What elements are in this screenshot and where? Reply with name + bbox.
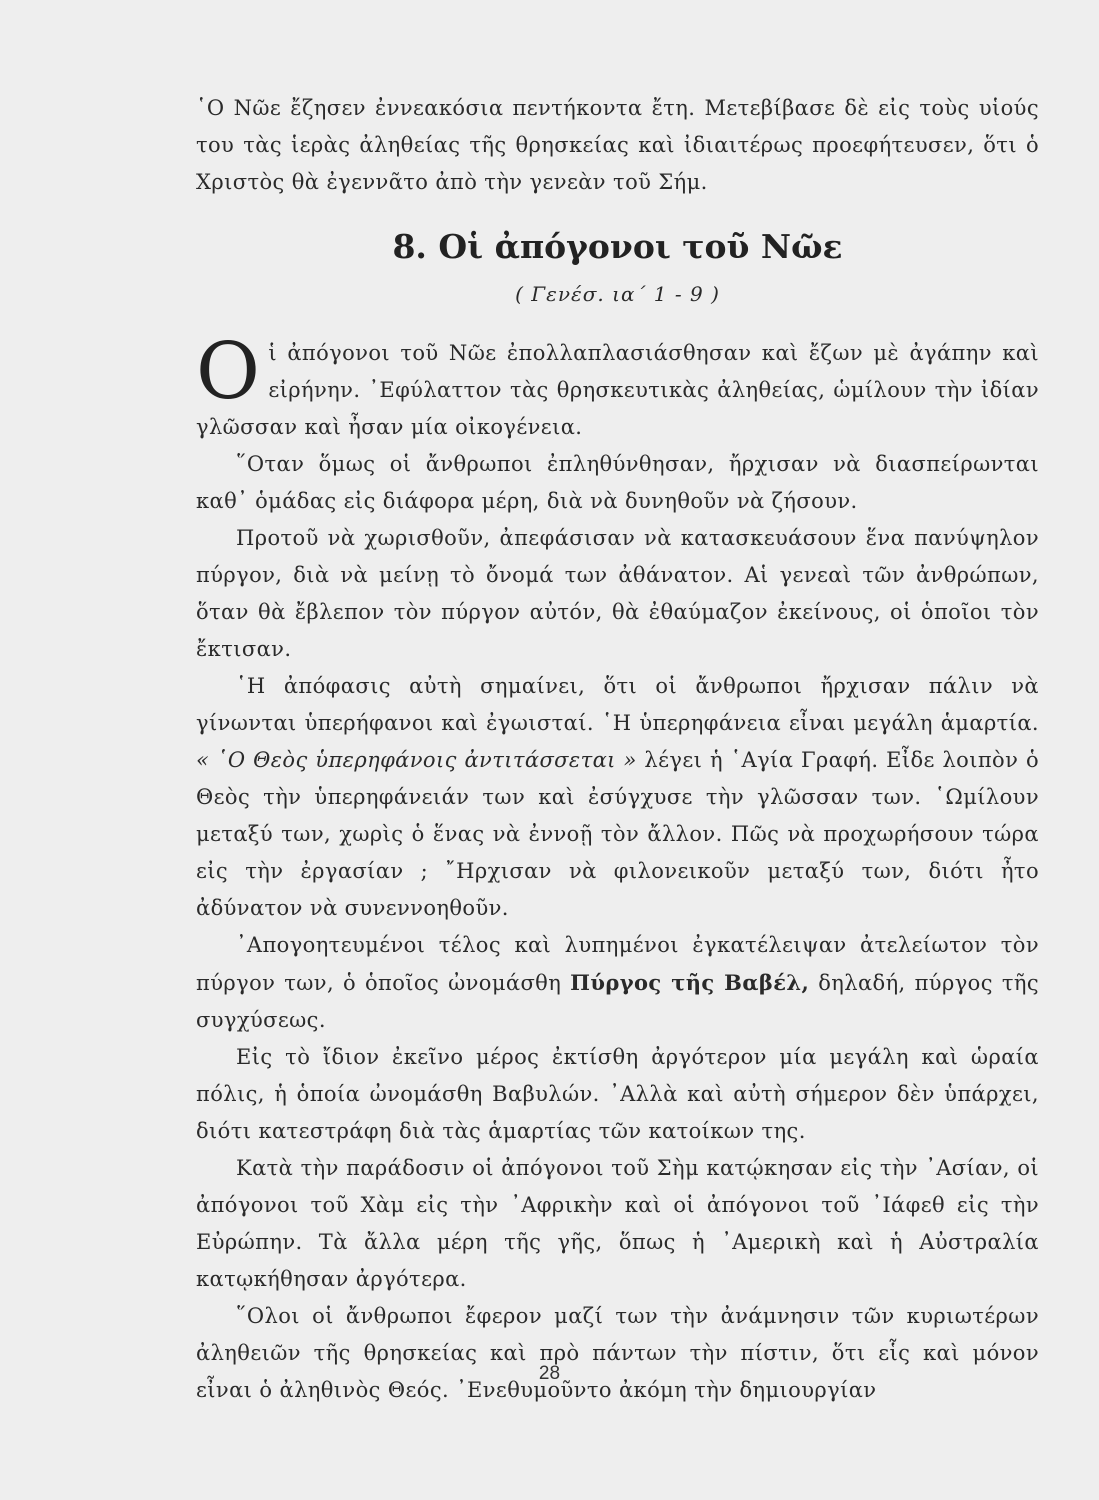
paragraph-2: ῞Οταν ὅμως οἱ ἄνθρωποι ἐπληθύνθησαν, ἤρχισαν νὰ διασπείρωνται καθ᾿ ὁμάδας εἰς διάφορα μέρη, διὰ νὰ δυνηθοῦν νὰ ζήσουν. bbox=[196, 452, 1039, 513]
body-text-block bbox=[196, 327, 1039, 1409]
paragraph-4-part-a: ῾Η ἀπόφασις αὐτὴ σημαίνει, ὅτι οἱ ἄνθρωποι ἤρχισαν πάλιν νὰ γίνωνται ὑπερήφανοι καὶ ἐγωισταί. ῾Η ὑπερηφάνεια εἶναι μεγάλη ἁμαρτία. bbox=[196, 674, 1039, 735]
paragraph-5-part-a: ᾿Απογοητευμένοι τέλος καὶ λυπημένοι ἐγκατέλειψαν ἀτελείωτον τὸν πύργον των, ὁ ὁποῖος ὠνομάσθη bbox=[196, 933, 1039, 995]
section-title: 8. Οἱ ἀπόγονοι τοῦ Νῶε bbox=[392, 227, 843, 266]
paragraph-7: Κατὰ τὴν παράδοσιν οἱ ἀπόγονοι τοῦ Σὴμ κατῴκησαν εἰς τὴν ᾿Ασίαν, οἱ ἀπόγονοι τοῦ Χὰμ εἰς τὴν ᾿Αφρικὴν καὶ οἱ ἀπόγονοι τοῦ ᾿Ιάφεθ εἰς τὴν Εὐρώπην. Τὰ ἄλλα μέρη τῆς γῆς, ὅπως ἡ ᾿Αμερικὴ καὶ ἡ Αὐστραλία κατῳκήθησαν ἀργότερα. bbox=[196, 1156, 1039, 1291]
drop-cap: Ο bbox=[196, 327, 261, 417]
section-reference: ( Γενέσ. ια΄ 1 - 9 ) bbox=[515, 282, 720, 306]
paragraph-1 bbox=[196, 327, 1039, 446]
paragraph-8: ῞Ολοι οἱ ἄνθρωποι ἔφερον μαζί των τὴν ἀνάμνησιν τῶν κυριωτέρων ἀληθειῶν τῆς θρησκείας καὶ πρὸ πάντων τὴν πίστιν, ὅτι εἷς καὶ μόνον εἶναι ὁ ἀληθινὸς Θεός. ᾿Ενεθυμοῦντο ἀκόμη τὴν δημιουργίαν bbox=[196, 1304, 1039, 1402]
intro-text-block bbox=[196, 90, 1039, 201]
intro-paragraph: ῾Ο Νῶε ἔζησεν ἐννεακόσια πεντήκοντα ἔτη. Μετεβίβασε δὲ εἰς τοὺς υἱούς του τὰς ἱερὰς ἀληθείας τῆς θρησκείας καὶ ἰδιαιτέρως προεφήτευσεν, ὅτι ὁ Χριστὸς θὰ ἐγεννᾶτο ἀπὸ τὴν γενεὰν τοῦ Σήμ. bbox=[196, 96, 1039, 194]
tower-of-babel-term: Πύργος τῆς Βαβέλ, bbox=[570, 970, 810, 995]
paragraph-1-text: ἱ ἀπόγονοι τοῦ Νῶε ἐπολλαπλασιάσθησαν καὶ ἔζων μὲ ἀγάπην καὶ εἰρήνην. ᾿Εφύλαττον τὰς θρησκευτικὰς ἀληθείας, ὡμίλουν τὴν ἰδίαν γλῶσσαν καὶ ἦσαν μία οἰκογένεια. bbox=[196, 341, 1039, 439]
section-heading-block bbox=[196, 225, 1039, 309]
paragraph-4 bbox=[196, 668, 1039, 927]
paragraph-4-part-b: λέγει ἡ ῾Αγία Γραφή. Εἶδε λοιπὸν ὁ Θεὸς τὴν ὑπερηφάνειάν των καὶ ἐσύγχυσε τὴν γλῶσσαν των. ῾Ωμίλουν μεταξύ των, χωρὶς ὁ ἕνας νὰ ἐννοῇ τὸν ἄλλον. Πῶς νὰ προχωρήσουν τώρα εἰς τὴν ἐργασίαν ; ῎Ηρχισαν νὰ φιλονεικοῦν μεταξύ των, διότι ἦτο ἀδύνατον νὰ συνεννοηθοῦν. bbox=[196, 748, 1039, 920]
page-number: 28 bbox=[538, 1363, 561, 1384]
paragraph-5 bbox=[196, 927, 1039, 1039]
scripture-quote: « ῾Ο Θεὸς ὑπερηφάνοις ἀντιτάσσεται » bbox=[196, 748, 637, 772]
paragraph-6: Εἰς τὸ ἴδιον ἐκεῖνο μέρος ἐκτίσθη ἀργότερον μία μεγάλη καὶ ὡραία πόλις, ἡ ὁποία ὠνομάσθη Βαβυλών. ᾿Αλλὰ καὶ αὐτὴ σήμερον δὲν ὑπάρχει, διότι κατεστράφη διὰ τὰς ἁμαρτίας τῶν κατοίκων της. bbox=[196, 1045, 1039, 1143]
paragraph-5-part-b: δηλαδή, πύργος τῆς συγχύσεως. bbox=[196, 971, 1039, 1032]
paragraph-3: Προτοῦ νὰ χωρισθοῦν, ἀπεφάσισαν νὰ κατασκευάσουν ἕνα πανύψηλον πύργον, διὰ νὰ μείνῃ τὸ ὄνομά των ἀθάνατον. Αἱ γενεαὶ τῶν ἀνθρώπων, ὅταν θὰ ἔβλεπον τὸν πύργον αὐτόν, θὰ ἐθαύμαζον ἐκείνους, οἱ ὁποῖοι τὸν ἔκτισαν. bbox=[196, 526, 1039, 661]
